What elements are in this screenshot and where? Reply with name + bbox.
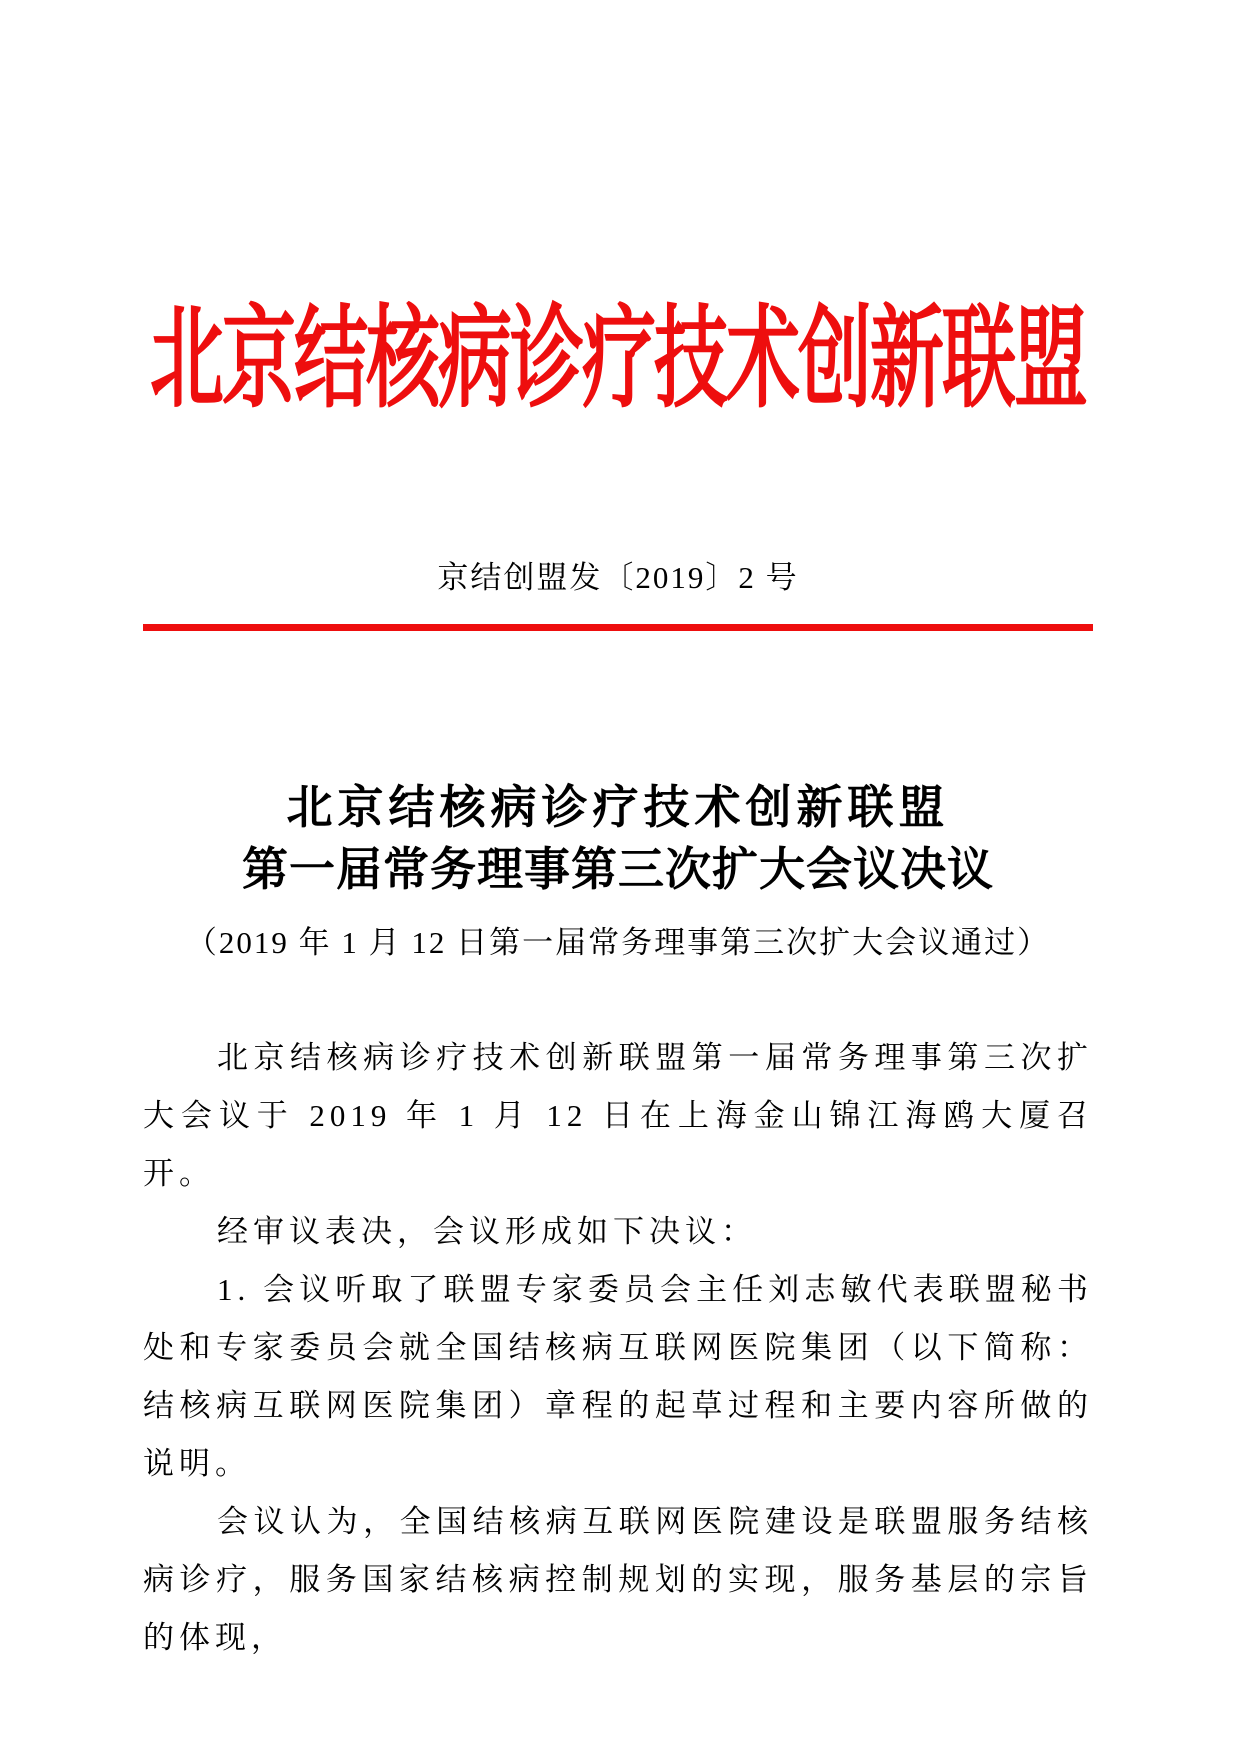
letterhead-banner <box>143 266 1093 434</box>
document-content <box>143 266 1093 1667</box>
document-title <box>143 777 1093 901</box>
red-divider-rule <box>143 624 1093 631</box>
document-reference-number: 京结创盟发〔2019〕2 号 <box>437 560 799 595</box>
body-paragraph-2: 经审议表决，会议形成如下决议： <box>217 1214 757 1249</box>
document-title-line-2: 第一届常务理事第三次扩大会议决议 <box>242 844 994 895</box>
document-subtitle: （2019 年 1 月 12 日第一届常务理事第三次扩大会议通过） <box>185 925 1051 960</box>
body-paragraph-1: 北京结核病诊疗技术创新联盟第一届常务理事第三次扩大会议于 2019 年 1 月 12 日在上海金山锦江海鸥大厦召开。 <box>143 1040 1093 1191</box>
letterhead-org-name: 北京结核病诊疗技术创新联盟 <box>150 299 1086 422</box>
document-body <box>143 1029 1093 1667</box>
body-paragraph-4: 会议认为，全国结核病互联网医院建设是联盟服务结核病诊疗，服务国家结核病控制规划的实现，服务基层的宗旨的体现， <box>143 1504 1093 1655</box>
document-title-line-1: 北京结核病诊疗技术创新联盟 <box>286 782 950 833</box>
body-paragraph-3: 1. 会议听取了联盟专家委员会主任刘志敏代表联盟秘书处和专家委员会就全国结核病互联网医院集团（以下简称：结核病互联网医院集团）章程的起草过程和主要内容所做的说明。 <box>143 1272 1093 1481</box>
